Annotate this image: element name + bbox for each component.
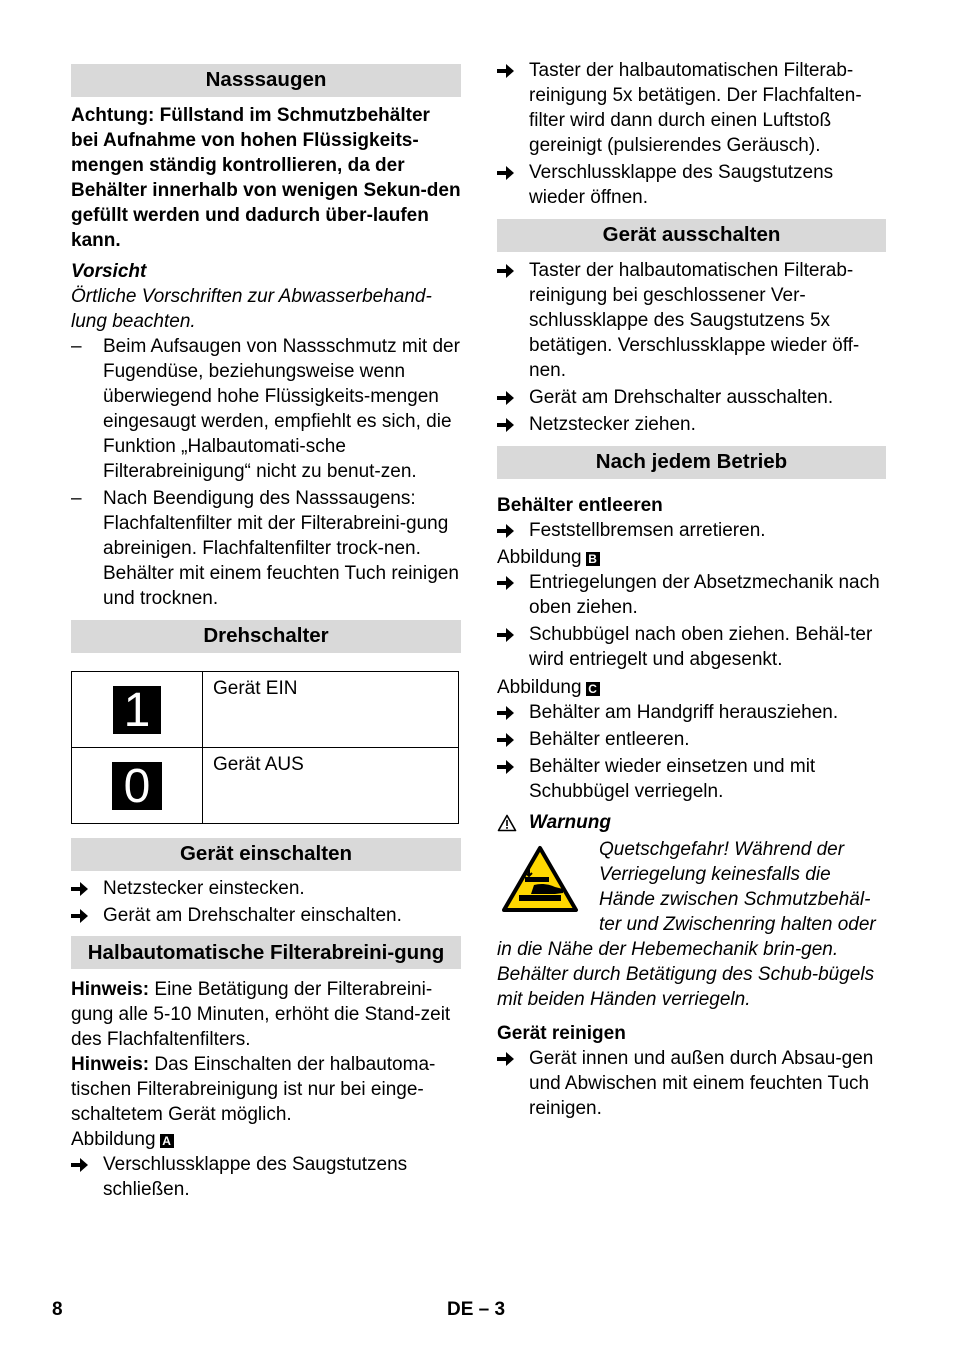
list-item	[71, 334, 461, 484]
step-item	[71, 1152, 461, 1202]
step-text: Taster der halbautomatischen Filterab-reinigung bei geschlossener Ver-schlussklappe des Saugstutzens 5x betätigen. Verschlussklappe wieder öff-nen.	[529, 260, 860, 381]
off-symbol-icon: 0	[112, 762, 162, 810]
step-item	[497, 518, 886, 543]
figure-badge: A	[160, 1134, 174, 1148]
step-text: Behälter entleeren.	[529, 729, 690, 750]
arrow-right-icon	[71, 909, 88, 923]
arrow-right-icon	[497, 264, 514, 278]
step-item	[71, 876, 461, 901]
table-row	[72, 672, 459, 748]
warning-paragraph: Achtung: Füllstand im Schmutzbehälter bei Aufnahme von hohen Flüssigkeits-mengen ständig kontrollieren, da der Behälter innerhalb von wenigen Sekun-den gefüllt werden und dadurch über-laufen kann.	[71, 105, 461, 251]
list-item-text: Nach Beendigung des Nasssaugens: Flachfaltenfilter mit der Filterabreini-gung abreinigen. Flachfaltenfilter trock-nen. Behälter mit einem feuchten Tuch reinigen und trocknen.	[103, 488, 459, 609]
step-text: Behälter wieder einsetzen und mit Schubbügel verriegeln.	[529, 756, 816, 802]
on-symbol-icon: 1	[113, 686, 161, 734]
figure-badge: C	[586, 682, 600, 696]
step-item	[497, 570, 886, 620]
caution-text: Örtliche Vorschriften zur Abwasserbehand-lung beachten.	[71, 286, 432, 332]
table-row	[72, 748, 459, 824]
step-text: Entriegelungen der Absetzmechanik nach oben ziehen.	[529, 572, 880, 618]
section-heading-filterabreinigung: Halbautomatische Filterabreini-gung	[71, 936, 461, 969]
warning-label: Warnung	[529, 812, 611, 833]
step-item	[497, 258, 886, 383]
section-heading-ausschalten: Gerät ausschalten	[497, 219, 886, 252]
note-text: Das Einschalten der halbautoma-tischen Filterabreinigung ist nur bei einge-schaltetem Gerät möglich.	[71, 1054, 436, 1125]
section-heading-einschalten: Gerät einschalten	[71, 838, 461, 871]
switch-symbol-cell	[72, 748, 203, 824]
warning-triangle-icon	[497, 814, 517, 832]
step-item	[497, 1046, 886, 1121]
section-heading-drehschalter: Drehschalter	[71, 620, 461, 653]
step-text: Verschlussklappe des Saugstutzens schließen.	[103, 1154, 408, 1200]
right-column	[497, 58, 886, 1121]
note-paragraph	[71, 977, 461, 1052]
step-text: Feststellbremsen arretieren.	[529, 520, 766, 541]
section-heading-betrieb: Nach jedem Betrieb	[497, 446, 886, 479]
step-item	[497, 385, 886, 410]
arrow-right-icon	[497, 706, 514, 720]
step-item	[497, 622, 886, 672]
switch-label-cell: Gerät AUS	[203, 748, 459, 824]
note-paragraph	[71, 1052, 461, 1127]
figure-reference: Abbildung A	[71, 1127, 461, 1152]
arrow-right-icon	[497, 733, 514, 747]
arrow-right-icon	[497, 760, 514, 774]
arrow-right-icon	[497, 628, 514, 642]
step-item	[497, 727, 886, 752]
note-label: Hinweis:	[71, 1054, 150, 1075]
figure-reference: Abbildung C	[497, 675, 886, 700]
arrow-right-icon	[497, 418, 514, 432]
step-text: Taster der halbautomatischen Filterab-reinigung 5x betätigen. Der Flachfalten-filter wird dann durch einen Luftstoß gereinigt (pulsierendes Geräusch).	[529, 60, 862, 156]
warning-block	[497, 837, 886, 1012]
section-page-label: DE – 3	[447, 1299, 506, 1320]
arrow-right-icon	[497, 391, 514, 405]
page-number: 8	[52, 1299, 63, 1320]
note-label: Hinweis:	[71, 979, 150, 1000]
step-item	[497, 412, 886, 437]
step-text: Schubbügel nach oben ziehen. Behäl-ter wird entriegelt und abgesenkt.	[529, 624, 873, 670]
step-item	[497, 700, 886, 725]
caution-label: Vorsicht	[71, 261, 147, 282]
warning-text: Quetschgefahr! Während der Verriegelung keinesfalls die Hände zwischen Schmutzbehäl-ter und Zwischenring halten oder in die Nähe der Hebemechanik brin-gen. Behälter durch Betätigung des Schub-bügels mit beiden Händen verriegeln.	[497, 839, 876, 1010]
subheading-reinigen: Gerät reinigen	[497, 1023, 626, 1044]
note-text: Eine Betätigung der Filterabreini-gung alle 5-10 Minuten, erhöht die Stand-zeit des Flachfaltenfilters.	[71, 979, 451, 1050]
arrow-right-icon	[497, 166, 514, 180]
switch-symbol-cell	[72, 672, 203, 748]
arrow-right-icon	[71, 1158, 88, 1172]
subheading-entleeren: Behälter entleeren	[497, 495, 663, 516]
step-text: Netzstecker ziehen.	[529, 414, 696, 435]
figure-reference: Abbildung B	[497, 545, 886, 570]
list-item	[71, 486, 461, 611]
warning-heading	[497, 810, 886, 835]
step-text: Gerät innen und außen durch Absau-gen und Abwischen mit einem feuchten Tuch reinigen.	[529, 1048, 874, 1119]
arrow-right-icon	[497, 64, 514, 78]
arrow-right-icon	[497, 524, 514, 538]
crush-hazard-icon	[501, 845, 579, 913]
step-text: Netzstecker einstecken.	[103, 878, 305, 899]
step-text: Gerät am Drehschalter einschalten.	[103, 905, 402, 926]
step-item	[497, 160, 886, 210]
switch-table	[71, 671, 459, 824]
left-column	[71, 64, 461, 1202]
step-text: Behälter am Handgriff herausziehen.	[529, 702, 839, 723]
arrow-right-icon	[71, 882, 88, 896]
step-item	[497, 58, 886, 158]
arrow-right-icon	[497, 576, 514, 590]
dash-marker: –	[71, 336, 82, 357]
arrow-right-icon	[497, 1052, 514, 1066]
list-item-text: Beim Aufsaugen von Nassschmutz mit der Fugendüse, beziehungsweise wenn überwiegend hohe Flüssigkeits-mengen eingesaugt werden, empfiehlt es sich, die Funktion „Halbautomati-sche Filterabreinigung“ nicht zu benut-zen.	[103, 336, 460, 482]
dash-marker: –	[71, 488, 82, 509]
step-text: Verschlussklappe des Saugstutzens wieder öffnen.	[529, 162, 834, 208]
step-text: Gerät am Drehschalter ausschalten.	[529, 387, 834, 408]
switch-label-cell: Gerät EIN	[203, 672, 459, 748]
figure-badge: B	[586, 552, 600, 566]
section-heading-nasssaugen: Nasssaugen	[71, 64, 461, 97]
step-item	[497, 754, 886, 804]
step-item	[71, 903, 461, 928]
